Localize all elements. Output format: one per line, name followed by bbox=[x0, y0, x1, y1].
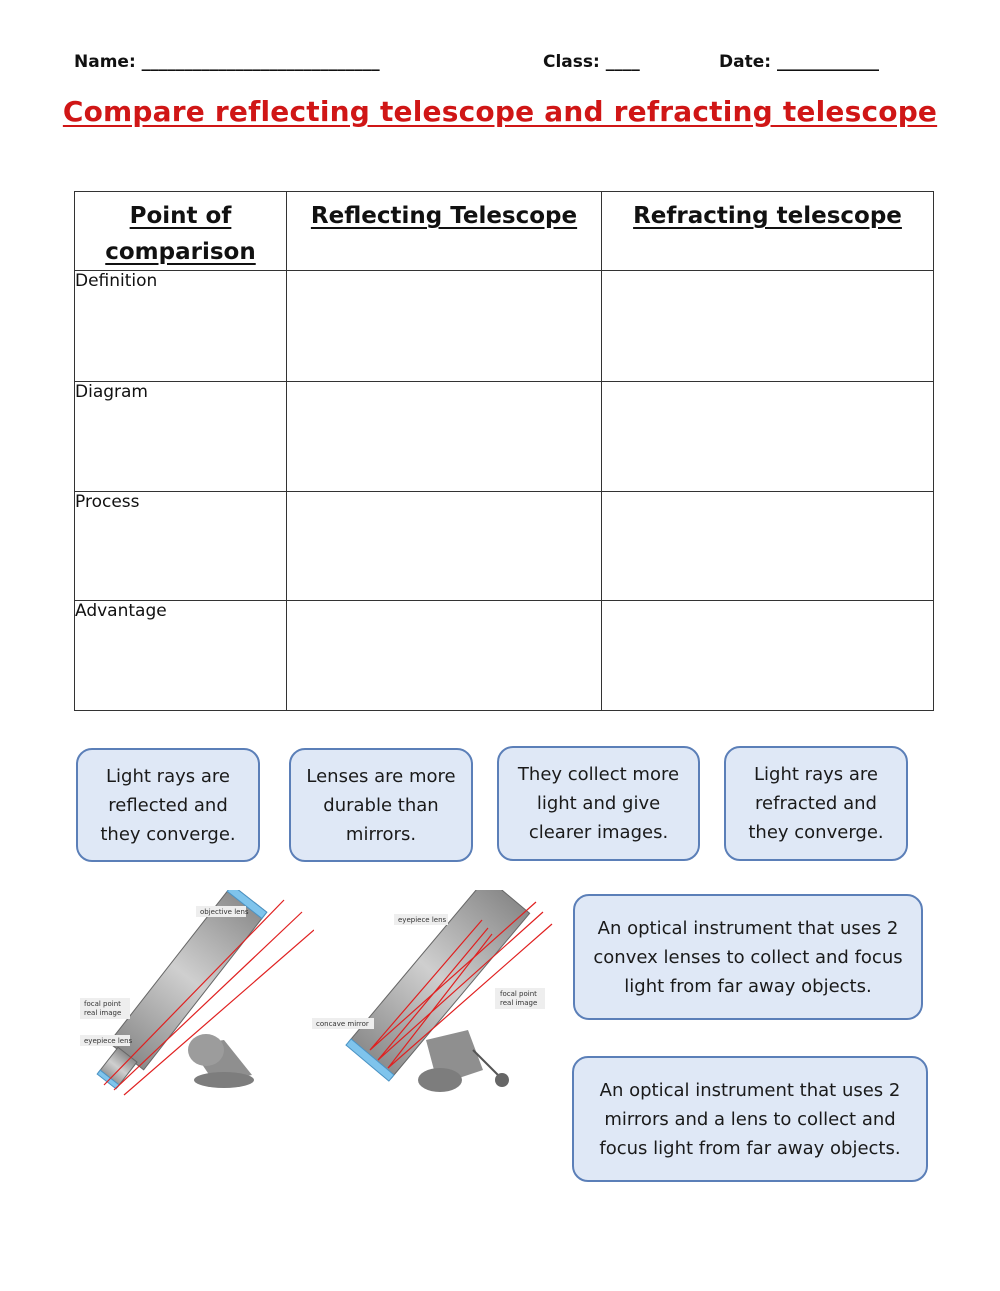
label-concave-mirror: concave mirror bbox=[316, 1020, 369, 1028]
card-text: An optical instrument that uses 2 mirrors and a lens to collect and focus light from far away objects. bbox=[599, 1079, 901, 1159]
drop-cell-refracting-diagram[interactable] bbox=[602, 382, 934, 492]
header-point-of-comparison: Point of comparison bbox=[75, 192, 287, 271]
drop-cell-reflecting-advantage[interactable] bbox=[287, 601, 602, 711]
card-text: Light rays are reflected and they converge. bbox=[100, 765, 236, 845]
draggable-card-lenses-durable[interactable] bbox=[289, 748, 473, 862]
draggable-card-collect-more-light[interactable] bbox=[497, 746, 700, 861]
drop-cell-reflecting-definition[interactable] bbox=[287, 271, 602, 382]
drop-cell-reflecting-process[interactable] bbox=[287, 492, 602, 601]
row-label-definition: Definition bbox=[75, 271, 287, 382]
label-objective-lens: objective lens bbox=[200, 908, 249, 916]
label-focal-point: focal point bbox=[84, 1000, 121, 1008]
draggable-reflecting-telescope-diagram[interactable] bbox=[308, 890, 553, 1105]
table-row bbox=[75, 271, 934, 382]
label-focal-point: focal point bbox=[500, 990, 537, 998]
class-field-label: Class: ____ bbox=[543, 52, 640, 72]
header-refracting-telescope: Refracting telescope bbox=[602, 192, 934, 271]
draggable-card-refracting-definition[interactable] bbox=[573, 894, 923, 1020]
card-text: An optical instrument that uses 2 convex lenses to collect and focus light from far away objects. bbox=[593, 917, 903, 997]
card-text: They collect more light and give clearer images. bbox=[517, 764, 680, 843]
table-row bbox=[75, 601, 934, 711]
drop-cell-refracting-advantage[interactable] bbox=[602, 601, 934, 711]
drop-cell-refracting-definition[interactable] bbox=[602, 271, 934, 382]
worksheet-title: Compare reflecting telescope and refracting telescope bbox=[62, 95, 938, 128]
draggable-card-reflected-rays[interactable] bbox=[76, 748, 260, 862]
draggable-card-reflecting-definition[interactable] bbox=[572, 1056, 928, 1182]
label-eyepiece-lens: eyepiece lens bbox=[84, 1037, 133, 1045]
drop-cell-reflecting-diagram[interactable] bbox=[287, 382, 602, 492]
name-field-label: Name: ____________________________ bbox=[74, 52, 380, 72]
draggable-card-refracted-rays[interactable] bbox=[724, 746, 908, 861]
row-label-advantage: Advantage bbox=[75, 601, 287, 711]
label-real-image: real image bbox=[500, 999, 538, 1007]
date-field-label: Date: ____________ bbox=[719, 52, 879, 72]
label-real-image: real image bbox=[84, 1009, 122, 1017]
row-label-diagram: Diagram bbox=[75, 382, 287, 492]
mount-icon bbox=[188, 1034, 254, 1088]
table-header-row bbox=[75, 192, 934, 271]
row-label-process: Process bbox=[75, 492, 287, 601]
card-text: Lenses are more durable than mirrors. bbox=[306, 765, 456, 845]
label-eyepiece-lens: eyepiece lens bbox=[398, 916, 447, 924]
draggable-refracting-telescope-diagram[interactable] bbox=[74, 890, 314, 1105]
card-text: Light rays are refracted and they converge. bbox=[748, 764, 884, 843]
header-reflecting-telescope: Reflecting Telescope bbox=[287, 192, 602, 271]
table-row bbox=[75, 492, 934, 601]
drop-cell-refracting-process[interactable] bbox=[602, 492, 934, 601]
mount-icon bbox=[418, 1030, 509, 1092]
comparison-table bbox=[74, 191, 934, 711]
table-row bbox=[75, 382, 934, 492]
